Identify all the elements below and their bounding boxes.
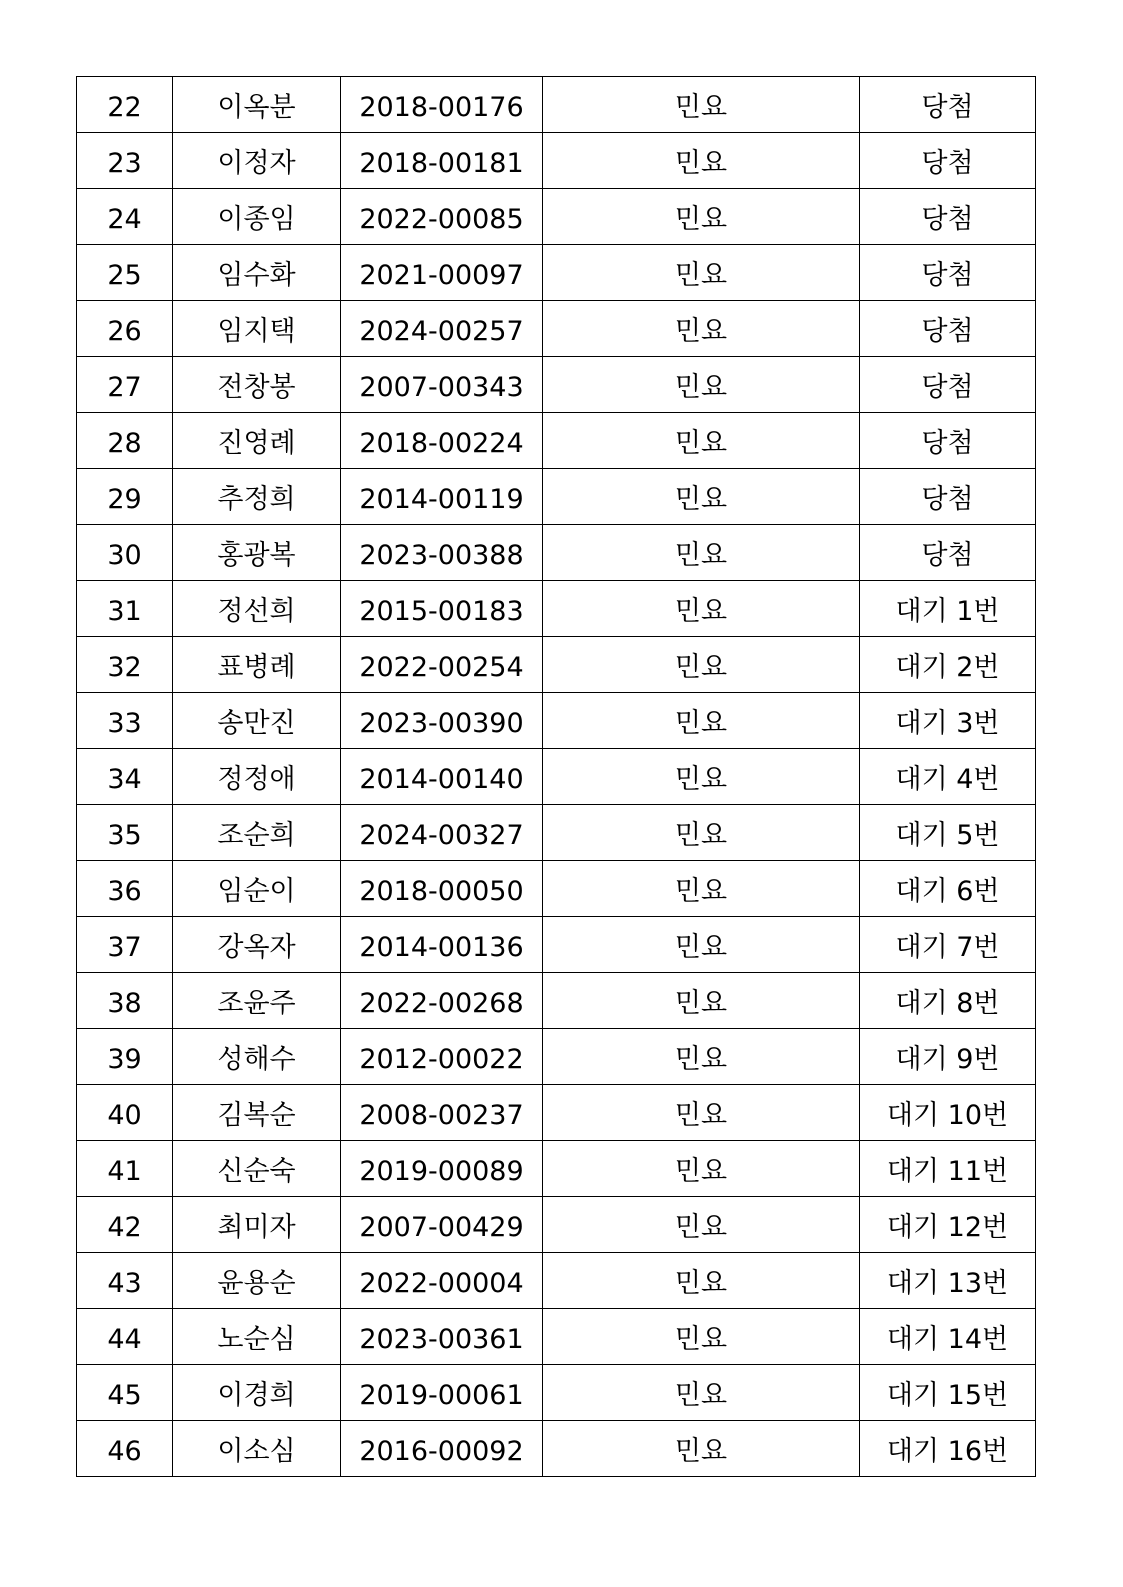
name-text: 정선희 — [217, 596, 296, 627]
category-text: 민요 — [674, 204, 728, 235]
category-cell — [543, 1309, 860, 1365]
registration-number-cell — [341, 693, 543, 749]
category-cell — [543, 133, 860, 189]
result-cell — [860, 805, 1036, 861]
row-number-text: 39 — [107, 1044, 142, 1075]
category-cell — [543, 245, 860, 301]
category-cell — [543, 693, 860, 749]
category-cell — [543, 1253, 860, 1309]
row-number-text: 26 — [107, 316, 142, 347]
result-text: 대기 11번 — [886, 1156, 1009, 1187]
name-cell — [173, 1197, 341, 1253]
registration-number-cell — [341, 413, 543, 469]
category-cell — [543, 1141, 860, 1197]
name-cell — [173, 581, 341, 637]
registration-number-cell — [341, 1365, 543, 1421]
registration-number-cell — [341, 917, 543, 973]
table-row — [77, 525, 1036, 581]
result-cell — [860, 413, 1036, 469]
category-text: 민요 — [674, 1268, 728, 1299]
row-number-text: 29 — [107, 484, 142, 515]
row-number-cell — [77, 1141, 173, 1197]
name-cell — [173, 245, 341, 301]
category-text: 민요 — [674, 1100, 728, 1131]
category-text: 민요 — [674, 540, 728, 571]
row-number-text: 24 — [107, 204, 142, 235]
category-text: 민요 — [674, 820, 728, 851]
category-cell — [543, 357, 860, 413]
name-text: 표병례 — [217, 652, 296, 683]
registration-number-text: 2007-00343 — [359, 372, 524, 403]
name-cell — [173, 301, 341, 357]
registration-number-cell — [341, 805, 543, 861]
row-number-text: 43 — [107, 1268, 142, 1299]
result-text: 당첨 — [921, 540, 974, 571]
table-row — [77, 1085, 1036, 1141]
row-number-cell — [77, 581, 173, 637]
table-row — [77, 861, 1036, 917]
result-cell — [860, 637, 1036, 693]
category-text: 민요 — [674, 1044, 728, 1075]
category-cell — [543, 189, 860, 245]
category-cell — [543, 1029, 860, 1085]
table-row — [77, 1365, 1036, 1421]
category-cell — [543, 525, 860, 581]
result-text: 대기 16번 — [886, 1436, 1009, 1467]
result-cell — [860, 1421, 1036, 1477]
name-text: 추정희 — [217, 484, 296, 515]
category-text: 민요 — [674, 708, 728, 739]
result-text: 당첨 — [921, 92, 974, 123]
table-row — [77, 1309, 1036, 1365]
row-number-cell — [77, 1197, 173, 1253]
name-cell — [173, 189, 341, 245]
result-text: 당첨 — [921, 316, 974, 347]
name-cell — [173, 749, 341, 805]
result-cell — [860, 357, 1036, 413]
registration-number-cell — [341, 749, 543, 805]
result-text: 대기 1번 — [895, 596, 1000, 627]
name-cell — [173, 525, 341, 581]
registration-number-text: 2023-00361 — [359, 1324, 524, 1355]
registration-number-cell — [341, 469, 543, 525]
registration-number-cell — [341, 301, 543, 357]
result-cell — [860, 1029, 1036, 1085]
name-text: 노순심 — [217, 1324, 296, 1355]
name-cell — [173, 469, 341, 525]
result-cell — [860, 525, 1036, 581]
result-cell — [860, 581, 1036, 637]
result-text: 대기 2번 — [895, 652, 1000, 683]
registration-number-text: 2022-00085 — [359, 204, 524, 235]
row-number-text: 38 — [107, 988, 142, 1019]
table-row — [77, 1421, 1036, 1477]
table-row — [77, 693, 1036, 749]
registration-number-text: 2018-00050 — [359, 876, 524, 907]
result-text: 당첨 — [921, 204, 974, 235]
row-number-text: 31 — [107, 596, 142, 627]
registration-number-text: 2016-00092 — [359, 1436, 524, 1467]
name-cell — [173, 637, 341, 693]
registration-number-text: 2023-00388 — [359, 540, 524, 571]
table-row — [77, 805, 1036, 861]
name-cell — [173, 357, 341, 413]
row-number-cell — [77, 1309, 173, 1365]
category-text: 민요 — [674, 1324, 728, 1355]
table-row — [77, 1029, 1036, 1085]
name-cell — [173, 1421, 341, 1477]
result-text: 당첨 — [921, 260, 974, 291]
category-text: 민요 — [674, 148, 728, 179]
table-row — [77, 1197, 1036, 1253]
name-text: 김복순 — [217, 1100, 296, 1131]
result-cell — [860, 1253, 1036, 1309]
row-number-cell — [77, 357, 173, 413]
result-cell — [860, 1085, 1036, 1141]
result-text: 대기 8번 — [895, 988, 1000, 1019]
row-number-cell — [77, 973, 173, 1029]
result-cell — [860, 861, 1036, 917]
category-text: 민요 — [674, 1380, 728, 1411]
row-number-cell — [77, 469, 173, 525]
table-row — [77, 581, 1036, 637]
row-number-text: 35 — [107, 820, 142, 851]
table-row — [77, 637, 1036, 693]
name-text: 성해수 — [217, 1044, 296, 1075]
result-cell — [860, 77, 1036, 133]
results-table — [76, 76, 1036, 1477]
name-text: 신순숙 — [217, 1156, 296, 1187]
result-text: 대기 6번 — [895, 876, 1000, 907]
row-number-cell — [77, 805, 173, 861]
category-cell — [543, 77, 860, 133]
name-cell — [173, 917, 341, 973]
table-row — [77, 973, 1036, 1029]
category-text: 민요 — [674, 988, 728, 1019]
result-cell — [860, 133, 1036, 189]
category-text: 민요 — [674, 92, 728, 123]
row-number-cell — [77, 917, 173, 973]
row-number-text: 46 — [107, 1436, 142, 1467]
name-text: 윤용순 — [217, 1268, 296, 1299]
registration-number-text: 2014-00140 — [359, 764, 524, 795]
row-number-text: 34 — [107, 764, 142, 795]
row-number-cell — [77, 301, 173, 357]
category-text: 민요 — [674, 652, 728, 683]
result-cell — [860, 189, 1036, 245]
name-cell — [173, 973, 341, 1029]
table-row — [77, 469, 1036, 525]
registration-number-cell — [341, 973, 543, 1029]
category-cell — [543, 749, 860, 805]
category-text: 민요 — [674, 372, 728, 403]
row-number-text: 44 — [107, 1324, 142, 1355]
category-text: 민요 — [674, 764, 728, 795]
result-cell — [860, 245, 1036, 301]
result-cell — [860, 469, 1036, 525]
registration-number-cell — [341, 1421, 543, 1477]
name-cell — [173, 1365, 341, 1421]
result-text: 당첨 — [921, 484, 974, 515]
name-text: 송만진 — [217, 708, 296, 739]
row-number-cell — [77, 637, 173, 693]
registration-number-cell — [341, 1141, 543, 1197]
table-row — [77, 413, 1036, 469]
category-cell — [543, 805, 860, 861]
registration-number-cell — [341, 77, 543, 133]
category-cell — [543, 973, 860, 1029]
row-number-text: 40 — [107, 1100, 142, 1131]
name-text: 임순이 — [217, 876, 296, 907]
name-cell — [173, 805, 341, 861]
category-cell — [543, 637, 860, 693]
name-cell — [173, 1141, 341, 1197]
category-cell — [543, 1085, 860, 1141]
table-row — [77, 77, 1036, 133]
name-cell — [173, 693, 341, 749]
name-text: 임지택 — [217, 316, 296, 347]
registration-number-cell — [341, 357, 543, 413]
result-text: 대기 9번 — [895, 1044, 1000, 1075]
category-cell — [543, 1365, 860, 1421]
row-number-text: 36 — [107, 876, 142, 907]
row-number-text: 27 — [107, 372, 142, 403]
registration-number-text: 2015-00183 — [359, 596, 524, 627]
registration-number-text: 2018-00224 — [359, 428, 524, 459]
row-number-text: 37 — [107, 932, 142, 963]
table-row — [77, 1141, 1036, 1197]
result-cell — [860, 917, 1036, 973]
registration-number-text: 2019-00061 — [359, 1380, 524, 1411]
row-number-cell — [77, 861, 173, 917]
row-number-cell — [77, 189, 173, 245]
name-text: 이소심 — [217, 1436, 296, 1467]
row-number-text: 23 — [107, 148, 142, 179]
table-row — [77, 749, 1036, 805]
result-text: 대기 5번 — [895, 820, 1000, 851]
name-text: 진영례 — [217, 428, 296, 459]
row-number-text: 25 — [107, 260, 142, 291]
result-text: 대기 10번 — [886, 1100, 1009, 1131]
result-cell — [860, 1141, 1036, 1197]
name-text: 조윤주 — [217, 988, 296, 1019]
registration-number-text: 2023-00390 — [359, 708, 524, 739]
table-row — [77, 245, 1036, 301]
result-cell — [860, 1197, 1036, 1253]
result-text: 대기 15번 — [886, 1380, 1009, 1411]
row-number-cell — [77, 1365, 173, 1421]
result-text: 대기 13번 — [886, 1268, 1009, 1299]
result-cell — [860, 749, 1036, 805]
row-number-text: 28 — [107, 428, 142, 459]
row-number-text: 22 — [107, 92, 142, 123]
result-cell — [860, 1365, 1036, 1421]
category-text: 민요 — [674, 876, 728, 907]
registration-number-cell — [341, 861, 543, 917]
category-cell — [543, 1421, 860, 1477]
registration-number-text: 2007-00429 — [359, 1212, 524, 1243]
row-number-cell — [77, 77, 173, 133]
name-text: 임수화 — [217, 260, 296, 291]
registration-number-text: 2018-00181 — [359, 148, 524, 179]
category-cell — [543, 861, 860, 917]
category-text: 민요 — [674, 596, 728, 627]
result-text: 당첨 — [921, 428, 974, 459]
registration-number-text: 2014-00136 — [359, 932, 524, 963]
registration-number-cell — [341, 133, 543, 189]
name-text: 이경희 — [217, 1380, 296, 1411]
category-text: 민요 — [674, 932, 728, 963]
result-text: 당첨 — [921, 372, 974, 403]
row-number-text: 41 — [107, 1156, 142, 1187]
row-number-text: 42 — [107, 1212, 142, 1243]
registration-number-cell — [341, 1029, 543, 1085]
category-cell — [543, 301, 860, 357]
table-row — [77, 301, 1036, 357]
registration-number-cell — [341, 1197, 543, 1253]
table-row — [77, 1253, 1036, 1309]
category-text: 민요 — [674, 428, 728, 459]
name-cell — [173, 413, 341, 469]
registration-number-cell — [341, 525, 543, 581]
registration-number-text: 2024-00257 — [359, 316, 524, 347]
category-text: 민요 — [674, 1212, 728, 1243]
category-cell — [543, 413, 860, 469]
table-row — [77, 357, 1036, 413]
registration-number-text: 2014-00119 — [359, 484, 524, 515]
registration-number-cell — [341, 1309, 543, 1365]
result-cell — [860, 693, 1036, 749]
result-text: 대기 14번 — [886, 1324, 1009, 1355]
table-row — [77, 917, 1036, 973]
registration-number-text: 2024-00327 — [359, 820, 524, 851]
category-text: 민요 — [674, 1156, 728, 1187]
category-cell — [543, 1197, 860, 1253]
row-number-cell — [77, 1421, 173, 1477]
row-number-text: 32 — [107, 652, 142, 683]
row-number-cell — [77, 693, 173, 749]
row-number-text: 45 — [107, 1380, 142, 1411]
row-number-cell — [77, 525, 173, 581]
result-cell — [860, 301, 1036, 357]
registration-number-text: 2012-00022 — [359, 1044, 524, 1075]
name-text: 홍광복 — [217, 540, 296, 571]
registration-number-text: 2008-00237 — [359, 1100, 524, 1131]
name-cell — [173, 77, 341, 133]
row-number-cell — [77, 1029, 173, 1085]
row-number-text: 33 — [107, 708, 142, 739]
registration-number-cell — [341, 245, 543, 301]
registration-number-text: 2021-00097 — [359, 260, 524, 291]
result-cell — [860, 973, 1036, 1029]
name-text: 조순희 — [217, 820, 296, 851]
registration-number-cell — [341, 637, 543, 693]
category-cell — [543, 917, 860, 973]
registration-number-text: 2018-00176 — [359, 92, 524, 123]
results-table-body — [77, 77, 1036, 1477]
name-text: 이종임 — [217, 204, 296, 235]
name-cell — [173, 861, 341, 917]
name-cell — [173, 1029, 341, 1085]
row-number-cell — [77, 1085, 173, 1141]
registration-number-text: 2019-00089 — [359, 1156, 524, 1187]
name-cell — [173, 1253, 341, 1309]
result-text: 대기 7번 — [895, 932, 1000, 963]
registration-number-cell — [341, 581, 543, 637]
name-text: 최미자 — [217, 1212, 296, 1243]
registration-number-text: 2022-00268 — [359, 988, 524, 1019]
row-number-cell — [77, 245, 173, 301]
result-text: 대기 4번 — [895, 764, 1000, 795]
row-number-cell — [77, 413, 173, 469]
result-cell — [860, 1309, 1036, 1365]
category-text: 민요 — [674, 484, 728, 515]
category-cell — [543, 469, 860, 525]
table-row — [77, 133, 1036, 189]
name-text: 이정자 — [217, 148, 296, 179]
name-cell — [173, 1309, 341, 1365]
result-text: 대기 3번 — [895, 708, 1000, 739]
name-text: 강옥자 — [217, 932, 296, 963]
registration-number-text: 2022-00004 — [359, 1268, 524, 1299]
result-text: 당첨 — [921, 148, 974, 179]
row-number-cell — [77, 749, 173, 805]
table-row — [77, 189, 1036, 245]
category-text: 민요 — [674, 316, 728, 347]
category-text: 민요 — [674, 1436, 728, 1467]
name-text: 정정애 — [217, 764, 296, 795]
registration-number-text: 2022-00254 — [359, 652, 524, 683]
registration-number-cell — [341, 1085, 543, 1141]
row-number-cell — [77, 1253, 173, 1309]
name-cell — [173, 133, 341, 189]
registration-number-cell — [341, 189, 543, 245]
registration-number-cell — [341, 1253, 543, 1309]
result-text: 대기 12번 — [886, 1212, 1009, 1243]
row-number-cell — [77, 133, 173, 189]
name-cell — [173, 1085, 341, 1141]
category-text: 민요 — [674, 260, 728, 291]
row-number-text: 30 — [107, 540, 142, 571]
category-cell — [543, 581, 860, 637]
name-text: 이옥분 — [217, 92, 296, 123]
name-text: 전창봉 — [217, 372, 296, 403]
